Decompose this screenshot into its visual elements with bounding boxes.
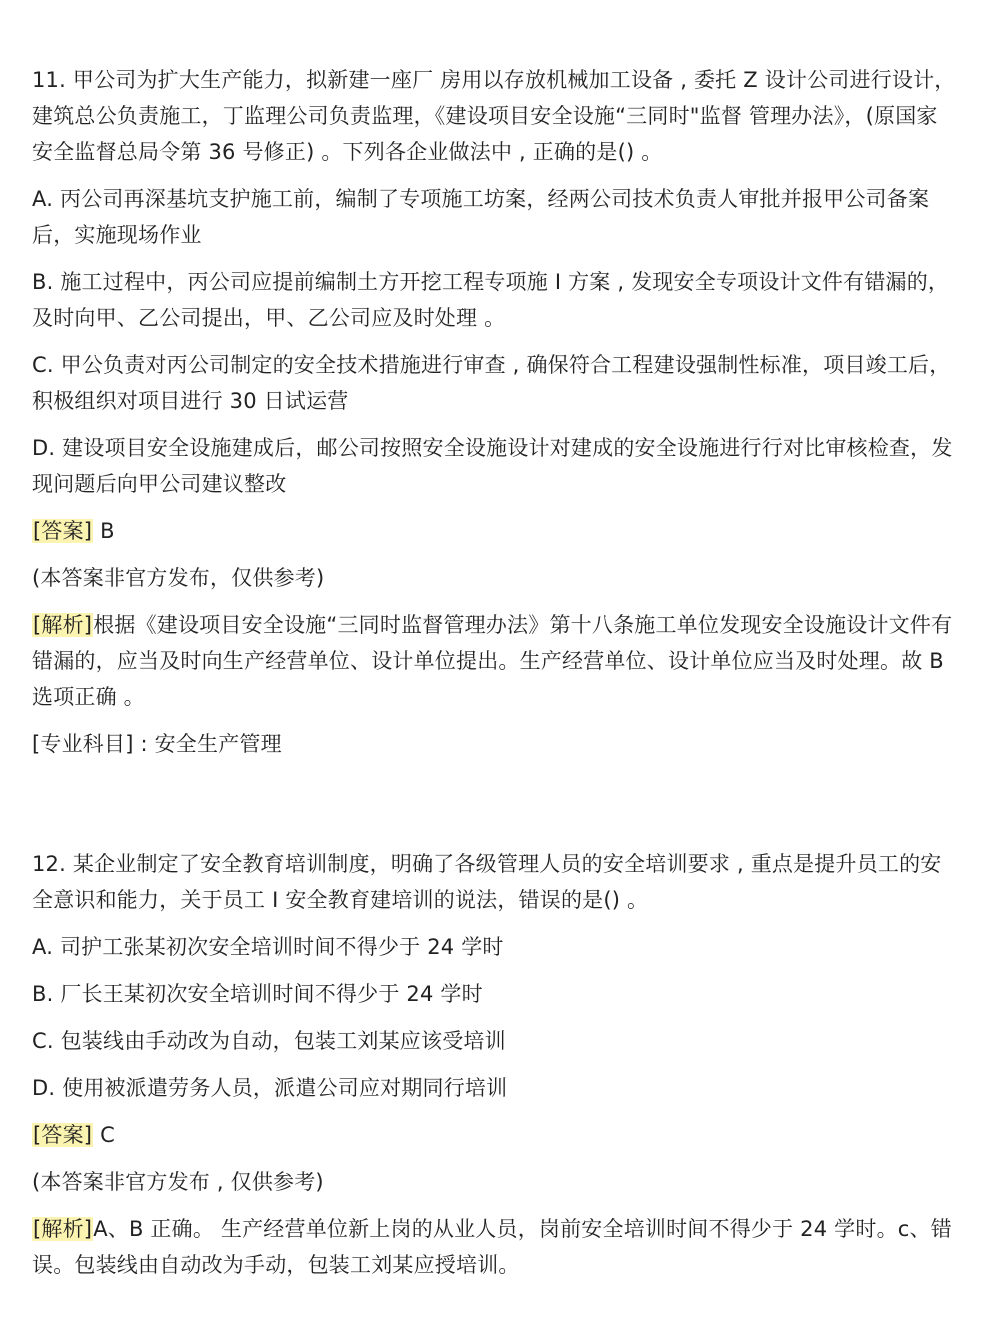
- option-d: D. 建设项目安全设施建成后，邮公司按照安全设施设计对建成的安全设施进行行对比审核检查，发现问题后向甲公司建议整改: [32, 436, 953, 496]
- option-c: C. 包装线由手动改为自动，包装工刘某应该受培训: [32, 1029, 506, 1053]
- option-d: D. 使用被派遣劳务人员，派遣公司应对期同行培训: [32, 1076, 508, 1100]
- analysis-text: A、B 正确。 生产经营单位新上岗的从业人员，岗前安全培训时间不得少于 24 学时。c、错误。包装线由自动改为手动，包装工刘某应授培训。: [32, 1217, 952, 1277]
- question-11: [32, 62, 957, 762]
- answer-tag: [答案]: [33, 1123, 93, 1147]
- question-stem: 11. 甲公司为扩大生产能力，拟新建一座厂 房用以存放机械加工设备 , 委托 Z 设计公司进行设计，建筑总公负责施工，丁监理公司负责监理，《建设项目安全设施“三同时"监督 管理办法》，(原国家安全监督总局令第 36 号修正) 。下列各企业做法中 , 正确的是() 。: [32, 68, 956, 164]
- subject-line: [专业科目] : 安全生产管理: [32, 732, 282, 756]
- analysis-paragraph: [32, 1211, 957, 1283]
- analysis-paragraph: [32, 607, 957, 715]
- analysis-text: 根据《建设项目安全设施“三同时监督管理办法》第十八条施工单位发现安全设施设计文件有错漏的，应当及时向生产经营单位、设计单位提出。生产经营单位、设计单位应当及时处理。故 B 选项正确 。: [32, 613, 953, 709]
- question-12: [32, 846, 957, 1283]
- option-b: B. 厂长王某初次安全培训时间不得少于 24 学时: [32, 982, 483, 1006]
- answer-tag: [答案]: [33, 519, 93, 543]
- analysis-tag: [解析]: [33, 613, 93, 637]
- answer-value: B: [93, 519, 115, 543]
- option-b: B. 施工过程中，丙公司应提前编制土方开挖工程专项施 I 方案 , 发现安全专项设计文件有错漏的，及时向甲、乙公司提出，甲、乙公司应及时处理 。: [32, 270, 950, 330]
- option-a: A. 丙公司再深基坑支护施工前，编制了专项施工坊案，经两公司技术负责人审批并报甲公司备案后，实施现场作业: [32, 187, 930, 247]
- option-a: A. 司护工张某初次安全培训时间不得少于 24 学时: [32, 935, 504, 959]
- analysis-tag: [解析]: [33, 1217, 93, 1241]
- answer-note: (本答案非官方发布 , 仅供参考): [32, 1170, 324, 1194]
- answer-note: (本答案非官方发布，仅供参考): [32, 566, 325, 590]
- document-page: [32, 62, 957, 1283]
- question-stem: 12. 某企业制定了安全教育培训制度，明确了各级管理人员的安全培训要求 , 重点是提升员工的安全意识和能力，关于员工 I 安全教育建培训的说法，错误的是() 。: [32, 852, 942, 912]
- answer-line: [32, 513, 957, 549]
- option-c: C. 甲公负责对丙公司制定的安全技术措施进行审查 , 确保符合工程建设强制性标准，项目竣工后，积极组织对项目进行 30 日试运营: [32, 353, 951, 413]
- answer-value: C: [93, 1123, 115, 1147]
- answer-line: [32, 1117, 957, 1153]
